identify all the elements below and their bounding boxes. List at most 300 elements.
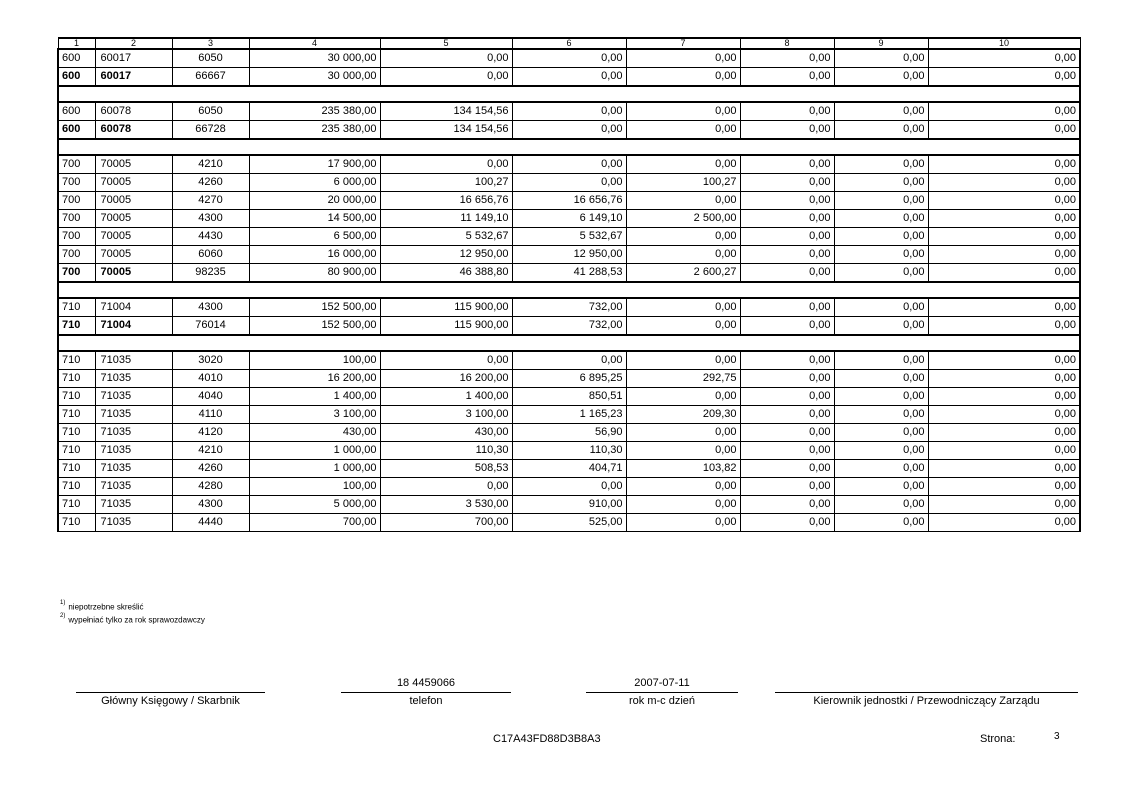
table-cell: 0,00 <box>380 49 512 68</box>
summary-row <box>58 317 1080 336</box>
table-cell: 0,00 <box>740 424 834 442</box>
report-body <box>58 49 1080 532</box>
table-cell: 0,00 <box>740 496 834 514</box>
table-cell: 100,00 <box>249 351 380 370</box>
signature-phone <box>341 676 511 708</box>
table-cell: 0,00 <box>740 406 834 424</box>
table-cell: 600 <box>58 68 95 87</box>
table-row <box>58 460 1080 478</box>
table-cell: 0,00 <box>834 370 928 388</box>
table-cell: 0,00 <box>626 102 740 121</box>
table-cell: 710 <box>58 370 95 388</box>
table-cell: 16 200,00 <box>380 370 512 388</box>
table-cell: 4300 <box>172 210 249 228</box>
table-cell: 0,00 <box>928 442 1080 460</box>
table-cell: 0,00 <box>834 388 928 406</box>
table-cell: 0,00 <box>740 264 834 283</box>
table-cell: 70005 <box>95 228 172 246</box>
table-cell: 71004 <box>95 298 172 317</box>
table-cell: 710 <box>58 514 95 532</box>
table-cell: 3 100,00 <box>249 406 380 424</box>
table-cell: 70005 <box>95 210 172 228</box>
table-cell: 70005 <box>95 264 172 283</box>
table-row <box>58 514 1080 532</box>
table-cell: 235 380,00 <box>249 121 380 140</box>
table-cell: 60078 <box>95 102 172 121</box>
table-cell: 16 656,76 <box>380 192 512 210</box>
column-header: 9 <box>834 38 928 49</box>
group-separator <box>58 86 1080 102</box>
table-cell: 98235 <box>172 264 249 283</box>
table-cell: 0,00 <box>928 174 1080 192</box>
table-row <box>58 228 1080 246</box>
table-cell: 71035 <box>95 406 172 424</box>
column-header: 10 <box>928 38 1080 49</box>
table-cell: 4300 <box>172 298 249 317</box>
table-cell: 152 500,00 <box>249 298 380 317</box>
table-cell: 0,00 <box>626 424 740 442</box>
table-cell: 71004 <box>95 317 172 336</box>
table-cell: 152 500,00 <box>249 317 380 336</box>
table-cell: 0,00 <box>928 121 1080 140</box>
table-cell: 6 500,00 <box>249 228 380 246</box>
signature-line <box>341 692 511 693</box>
table-cell: 0,00 <box>626 68 740 87</box>
signature-value <box>775 676 1078 690</box>
table-cell: 0,00 <box>834 246 928 264</box>
signature-label: Kierownik jednostki / Przewodniczący Zarządu <box>813 695 1040 707</box>
table-cell: 0,00 <box>380 155 512 174</box>
table-cell: 71035 <box>95 478 172 496</box>
table-cell: 4430 <box>172 228 249 246</box>
table-cell: 6050 <box>172 102 249 121</box>
table-cell: 2 500,00 <box>626 210 740 228</box>
table-cell: 110,30 <box>380 442 512 460</box>
table-cell: 0,00 <box>626 121 740 140</box>
table-cell: 66728 <box>172 121 249 140</box>
table-row <box>58 102 1080 121</box>
table-cell: 0,00 <box>740 351 834 370</box>
table-cell: 710 <box>58 442 95 460</box>
table-cell: 6050 <box>172 49 249 68</box>
signature-label: Główny Księgowy / Skarbnik <box>101 695 240 707</box>
table-cell: 850,51 <box>512 388 626 406</box>
table-cell: 0,00 <box>740 514 834 532</box>
table-cell: 71035 <box>95 351 172 370</box>
table-cell: 4210 <box>172 155 249 174</box>
table-cell: 404,71 <box>512 460 626 478</box>
table-cell: 71035 <box>95 460 172 478</box>
table-cell: 0,00 <box>834 155 928 174</box>
table-cell: 0,00 <box>834 317 928 336</box>
table-cell: 0,00 <box>626 298 740 317</box>
table-cell: 71035 <box>95 514 172 532</box>
table-cell: 6 895,25 <box>512 370 626 388</box>
table-cell: 0,00 <box>626 351 740 370</box>
table-cell: 66667 <box>172 68 249 87</box>
table-cell: 0,00 <box>740 68 834 87</box>
table-cell: 0,00 <box>512 121 626 140</box>
table-cell: 16 656,76 <box>512 192 626 210</box>
table-cell: 30 000,00 <box>249 49 380 68</box>
table-cell: 134 154,56 <box>380 102 512 121</box>
table-cell: 710 <box>58 424 95 442</box>
table-cell: 4010 <box>172 370 249 388</box>
table-cell: 0,00 <box>928 246 1080 264</box>
table-cell: 710 <box>58 460 95 478</box>
table-row <box>58 478 1080 496</box>
table-cell: 0,00 <box>834 351 928 370</box>
table-cell: 3 100,00 <box>380 406 512 424</box>
table-cell: 80 900,00 <box>249 264 380 283</box>
table-cell: 0,00 <box>834 460 928 478</box>
table-cell: 0,00 <box>626 388 740 406</box>
document-code: C17A43FD88D3B8A3 <box>493 733 601 745</box>
table-cell: 0,00 <box>626 442 740 460</box>
table-cell: 5 000,00 <box>249 496 380 514</box>
table-cell: 0,00 <box>834 102 928 121</box>
table-cell: 910,00 <box>512 496 626 514</box>
table-cell: 0,00 <box>834 514 928 532</box>
table-cell: 4270 <box>172 192 249 210</box>
footnote-mark: 1) <box>60 600 66 606</box>
table-cell: 71035 <box>95 424 172 442</box>
table-row <box>58 246 1080 264</box>
signature-line <box>76 692 265 693</box>
table-row <box>58 370 1080 388</box>
table-cell: 0,00 <box>740 192 834 210</box>
table-cell: 0,00 <box>512 174 626 192</box>
table-cell: 1 400,00 <box>380 388 512 406</box>
table-row <box>58 210 1080 228</box>
table-cell: 110,30 <box>512 442 626 460</box>
table-row <box>58 442 1080 460</box>
table-cell: 0,00 <box>740 155 834 174</box>
table-cell: 76014 <box>172 317 249 336</box>
table-cell: 115 900,00 <box>380 317 512 336</box>
table-cell: 0,00 <box>928 68 1080 87</box>
table-cell: 60078 <box>95 121 172 140</box>
table-cell: 235 380,00 <box>249 102 380 121</box>
table-cell: 2 600,27 <box>626 264 740 283</box>
table-cell: 17 900,00 <box>249 155 380 174</box>
table-cell: 0,00 <box>626 49 740 68</box>
table-cell: 0,00 <box>740 102 834 121</box>
table-cell: 30 000,00 <box>249 68 380 87</box>
table-cell: 46 388,80 <box>380 264 512 283</box>
phone-value: 18 4459066 <box>396 677 456 689</box>
summary-row <box>58 68 1080 87</box>
table-row <box>58 174 1080 192</box>
table-cell: 3020 <box>172 351 249 370</box>
separator-cell <box>58 282 1080 298</box>
table-cell: 0,00 <box>740 370 834 388</box>
table-cell: 0,00 <box>928 424 1080 442</box>
table-cell: 0,00 <box>512 478 626 496</box>
table-cell: 0,00 <box>834 496 928 514</box>
table-cell: 710 <box>58 388 95 406</box>
table-row <box>58 406 1080 424</box>
signature-date <box>586 676 738 708</box>
footnotes <box>60 600 205 625</box>
footnote-2 <box>60 613 205 626</box>
table-cell: 0,00 <box>928 192 1080 210</box>
signature-chief-accountant <box>76 676 265 708</box>
table-cell: 700,00 <box>380 514 512 532</box>
table-cell: 100,27 <box>626 174 740 192</box>
table-cell: 70005 <box>95 246 172 264</box>
footnote-text: niepotrzebne skreślić <box>68 602 144 612</box>
table-cell: 0,00 <box>740 298 834 317</box>
column-header: 4 <box>249 38 380 49</box>
table-cell: 0,00 <box>928 228 1080 246</box>
table-cell: 0,00 <box>928 317 1080 336</box>
table-cell: 0,00 <box>626 514 740 532</box>
table-cell: 0,00 <box>512 351 626 370</box>
table-cell: 60017 <box>95 49 172 68</box>
table-row <box>58 424 1080 442</box>
table-cell: 20 000,00 <box>249 192 380 210</box>
table-cell: 41 288,53 <box>512 264 626 283</box>
table-cell: 292,75 <box>626 370 740 388</box>
table-cell: 4210 <box>172 442 249 460</box>
column-header: 8 <box>740 38 834 49</box>
table-cell: 0,00 <box>928 478 1080 496</box>
summary-row <box>58 264 1080 283</box>
table-cell: 0,00 <box>928 460 1080 478</box>
table-cell: 0,00 <box>626 192 740 210</box>
table-cell: 4260 <box>172 174 249 192</box>
table-cell: 0,00 <box>740 228 834 246</box>
table-cell: 134 154,56 <box>380 121 512 140</box>
signature-value <box>76 676 265 690</box>
table-cell: 0,00 <box>834 442 928 460</box>
table-cell: 710 <box>58 351 95 370</box>
column-header: 6 <box>512 38 626 49</box>
table-cell: 0,00 <box>928 49 1080 68</box>
column-header: 7 <box>626 38 740 49</box>
column-header: 5 <box>380 38 512 49</box>
table-cell: 14 500,00 <box>249 210 380 228</box>
signature-head <box>775 676 1078 708</box>
table-cell: 700,00 <box>249 514 380 532</box>
table-cell: 71035 <box>95 496 172 514</box>
table-cell: 0,00 <box>834 192 928 210</box>
table-cell: 700 <box>58 192 95 210</box>
table-cell: 0,00 <box>380 478 512 496</box>
table-cell: 0,00 <box>834 228 928 246</box>
table-cell: 710 <box>58 496 95 514</box>
table-cell: 12 950,00 <box>512 246 626 264</box>
header-row <box>58 38 1080 49</box>
table-cell: 0,00 <box>928 370 1080 388</box>
table-cell: 0,00 <box>928 155 1080 174</box>
table-cell: 0,00 <box>626 317 740 336</box>
table-cell: 700 <box>58 264 95 283</box>
phone-label: telefon <box>409 695 443 707</box>
table-cell: 0,00 <box>380 351 512 370</box>
column-header: 1 <box>58 38 95 49</box>
table-cell: 16 000,00 <box>249 246 380 264</box>
table-cell: 0,00 <box>928 514 1080 532</box>
summary-row <box>58 121 1080 140</box>
date-label: rok m-c dzień <box>628 695 696 707</box>
table-cell: 732,00 <box>512 298 626 317</box>
separator-cell <box>58 139 1080 155</box>
table-cell: 0,00 <box>740 246 834 264</box>
table-cell: 700 <box>58 155 95 174</box>
table-cell: 600 <box>58 121 95 140</box>
footnote-mark: 2) <box>60 612 66 619</box>
table-cell: 430,00 <box>249 424 380 442</box>
table-row <box>58 388 1080 406</box>
table-cell: 11 149,10 <box>380 210 512 228</box>
table-cell: 12 950,00 <box>380 246 512 264</box>
table-cell: 103,82 <box>626 460 740 478</box>
date-value: 2007-07-11 <box>634 677 690 689</box>
table-cell: 700 <box>58 174 95 192</box>
table-row <box>58 351 1080 370</box>
table-cell: 700 <box>58 210 95 228</box>
table-cell: 0,00 <box>512 155 626 174</box>
table-cell: 115 900,00 <box>380 298 512 317</box>
group-separator <box>58 335 1080 351</box>
table-cell: 0,00 <box>740 388 834 406</box>
report-table <box>57 37 1081 532</box>
table-cell: 209,30 <box>626 406 740 424</box>
table-cell: 1 165,23 <box>512 406 626 424</box>
table-cell: 1 000,00 <box>249 442 380 460</box>
table-cell: 710 <box>58 478 95 496</box>
table-cell: 0,00 <box>512 49 626 68</box>
table-cell: 5 532,67 <box>380 228 512 246</box>
table-cell: 4110 <box>172 406 249 424</box>
table-cell: 0,00 <box>740 442 834 460</box>
table-cell: 4040 <box>172 388 249 406</box>
table-cell: 710 <box>58 317 95 336</box>
table-cell: 700 <box>58 246 95 264</box>
table-cell: 0,00 <box>740 121 834 140</box>
table-cell: 0,00 <box>740 174 834 192</box>
table-row <box>58 298 1080 317</box>
table-cell: 0,00 <box>928 102 1080 121</box>
table-row <box>58 49 1080 68</box>
table-cell: 0,00 <box>740 317 834 336</box>
table-cell: 4300 <box>172 496 249 514</box>
table-cell: 700 <box>58 228 95 246</box>
table-cell: 0,00 <box>740 210 834 228</box>
table-row <box>58 496 1080 514</box>
table-cell: 56,90 <box>512 424 626 442</box>
table-cell: 4280 <box>172 478 249 496</box>
table-cell: 70005 <box>95 192 172 210</box>
table-cell: 0,00 <box>928 496 1080 514</box>
table-cell: 0,00 <box>834 406 928 424</box>
table-cell: 0,00 <box>740 478 834 496</box>
column-header: 3 <box>172 38 249 49</box>
table-cell: 0,00 <box>512 68 626 87</box>
table-cell: 0,00 <box>834 424 928 442</box>
separator-cell <box>58 86 1080 102</box>
table-cell: 525,00 <box>512 514 626 532</box>
table-cell: 71035 <box>95 442 172 460</box>
table-cell: 0,00 <box>740 460 834 478</box>
table-cell: 4440 <box>172 514 249 532</box>
page-number: 3 <box>1054 731 1060 742</box>
table-cell: 100,00 <box>249 478 380 496</box>
table-cell: 600 <box>58 49 95 68</box>
table-cell: 0,00 <box>834 210 928 228</box>
table-row <box>58 155 1080 174</box>
table-cell: 71035 <box>95 370 172 388</box>
footnote-1 <box>60 600 205 613</box>
table-cell: 0,00 <box>626 478 740 496</box>
table-cell: 0,00 <box>834 49 928 68</box>
page-label: Strona: <box>980 733 1016 745</box>
table-cell: 6 149,10 <box>512 210 626 228</box>
signature-line <box>775 692 1078 693</box>
table-cell: 71035 <box>95 388 172 406</box>
table-cell: 710 <box>58 298 95 317</box>
separator-cell <box>58 335 1080 351</box>
table-cell: 4120 <box>172 424 249 442</box>
group-separator <box>58 282 1080 298</box>
table-cell: 0,00 <box>834 121 928 140</box>
signature-line <box>586 692 738 693</box>
table-cell: 0,00 <box>834 68 928 87</box>
table-cell: 5 532,67 <box>512 228 626 246</box>
table-cell: 0,00 <box>928 351 1080 370</box>
table-cell: 60017 <box>95 68 172 87</box>
table-cell: 0,00 <box>380 68 512 87</box>
table-cell: 0,00 <box>928 210 1080 228</box>
table-cell: 6060 <box>172 246 249 264</box>
table-cell: 0,00 <box>834 264 928 283</box>
table-cell: 0,00 <box>740 49 834 68</box>
footnote-text: wypełniać tylko za rok sprawozdawczy <box>68 615 205 625</box>
table-row <box>58 192 1080 210</box>
table-cell: 508,53 <box>380 460 512 478</box>
table-cell: 0,00 <box>626 496 740 514</box>
table-cell: 0,00 <box>928 388 1080 406</box>
group-separator <box>58 139 1080 155</box>
table-cell: 70005 <box>95 174 172 192</box>
column-header: 2 <box>95 38 172 49</box>
table-cell: 600 <box>58 102 95 121</box>
table-cell: 6 000,00 <box>249 174 380 192</box>
table-cell: 710 <box>58 406 95 424</box>
table-cell: 0,00 <box>928 264 1080 283</box>
table-cell: 3 530,00 <box>380 496 512 514</box>
table-cell: 16 200,00 <box>249 370 380 388</box>
table-cell: 0,00 <box>626 228 740 246</box>
table-cell: 1 000,00 <box>249 460 380 478</box>
table-cell: 0,00 <box>834 174 928 192</box>
table-cell: 0,00 <box>928 406 1080 424</box>
table-cell: 0,00 <box>928 298 1080 317</box>
table-cell: 0,00 <box>512 102 626 121</box>
table-cell: 732,00 <box>512 317 626 336</box>
table-cell: 0,00 <box>834 478 928 496</box>
table-cell: 0,00 <box>626 246 740 264</box>
table-cell: 430,00 <box>380 424 512 442</box>
table-cell: 70005 <box>95 155 172 174</box>
table-cell: 4260 <box>172 460 249 478</box>
table-cell: 1 400,00 <box>249 388 380 406</box>
table-cell: 0,00 <box>834 298 928 317</box>
table-cell: 0,00 <box>626 155 740 174</box>
table-cell: 100,27 <box>380 174 512 192</box>
